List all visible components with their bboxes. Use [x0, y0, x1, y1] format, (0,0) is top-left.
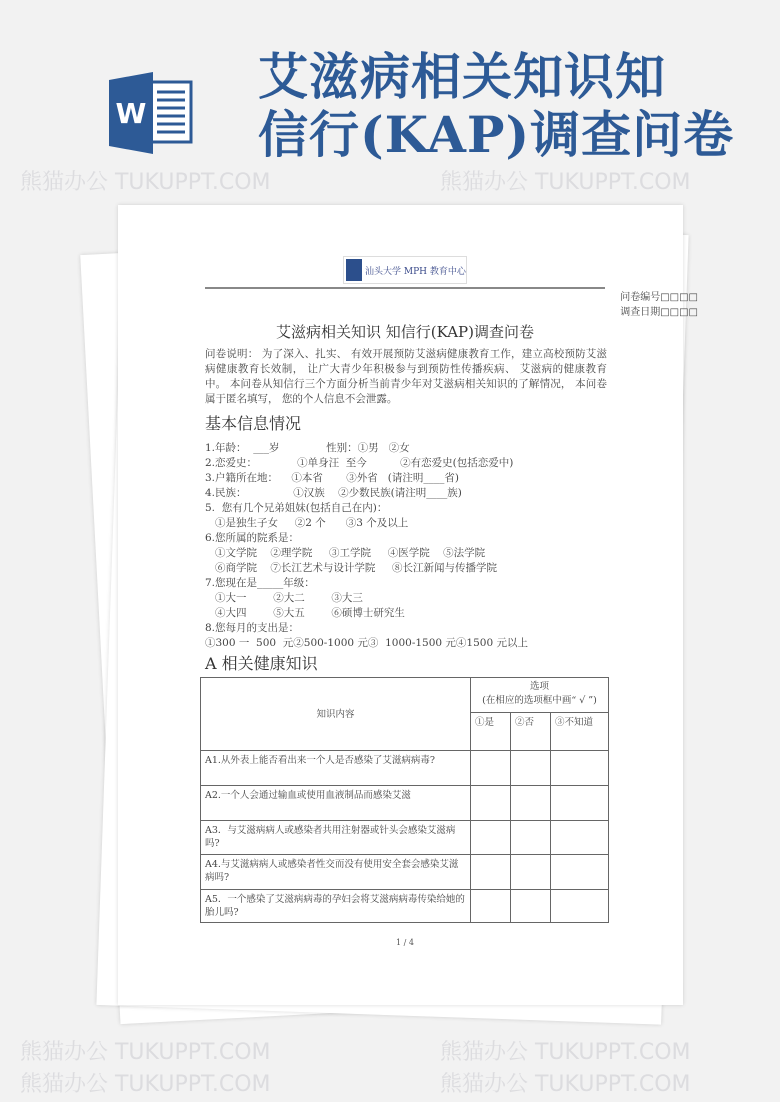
list-item: 4.民族： ①汉族 ②少数民族(请注明____族): [205, 487, 462, 499]
answer-cell[interactable]: [471, 786, 511, 821]
banner-title: [258, 48, 734, 164]
list-item: 5. 您有几个兄弟姐妹(包括自己在内)：: [205, 502, 388, 514]
watermark: 熊猫办公 TUKUPPT.COM: [20, 1040, 271, 1065]
answer-cell[interactable]: [551, 855, 609, 890]
header-content: 知识内容: [201, 678, 471, 751]
watermark: 熊猫办公 TUKUPPT.COM: [440, 1040, 691, 1065]
intro-paragraph: 问卷说明： 为了深入、扎实、 有效开展预防艾滋病健康教育工作，建立高校预防艾滋病健康教育长效制， 让广大青少年积极参与到预防性传播疾病、 艾滋病的健康教育中。 本问卷从知信行三个方面分析当前青少年对艾滋病相关知识的了解情况， 本问卷属于匿名填写， 您的个人信息不会泄露。: [205, 348, 607, 405]
table-row: [201, 751, 609, 786]
survey-date: 调查日期□□□□: [620, 307, 698, 318]
list-item: ①是独生子女 ②2 个 ③3 个及以上: [205, 517, 409, 529]
table-row: [201, 855, 609, 890]
word-icon: [107, 68, 195, 156]
list-item: 1.年龄： ___岁 性别：①男 ②女: [205, 442, 410, 454]
list-item: ①300 一 500 元②500-1000 元③ 1000-1500 元④1500 元以上: [205, 637, 528, 649]
header-options: [471, 678, 609, 713]
question-text: A1.从外表上能否看出来一个人是否感染了艾滋病病毒?: [201, 751, 471, 786]
list-item: ④大四 ⑤大五 ⑥硕博士研究生: [205, 607, 405, 619]
section-a-heading: A 相关健康知识: [205, 654, 318, 673]
answer-cell[interactable]: [471, 855, 511, 890]
banner-title-line1: 艾滋病相关知识知: [258, 47, 666, 106]
list-item: 6.您所属的院系是：: [205, 532, 300, 544]
list-item: 8.您每月的支出是：: [205, 622, 300, 634]
page-number: 1 / 4: [396, 938, 414, 947]
answer-cell[interactable]: [551, 821, 609, 855]
document-title: 艾滋病相关知识 知信行(KAP)调查问卷: [276, 323, 534, 341]
answer-cell[interactable]: [471, 890, 511, 923]
svg-text:W: W: [115, 97, 147, 130]
answer-cell[interactable]: [551, 751, 609, 786]
list-item: ①文学院 ②理学院 ③工学院 ④医学院 ⑤法学院: [205, 547, 486, 559]
banner-title-line2: 信行(KAP)调查问卷: [258, 105, 735, 164]
list-item: ①大一 ②大二 ③大三: [205, 592, 363, 604]
option-no: ②否: [511, 713, 551, 751]
table-row: [201, 786, 609, 821]
watermark: 熊猫办公 TUKUPPT.COM: [20, 1072, 271, 1097]
answer-cell[interactable]: [551, 890, 609, 923]
watermark: 熊猫办公 TUKUPPT.COM: [440, 1072, 691, 1097]
table-row: [201, 890, 609, 923]
options-note: (在相应的选项框中画“ √ ”): [482, 695, 597, 706]
option-unknown: ③不知道: [551, 713, 609, 751]
questionnaire-number: 问卷编号□□□□: [620, 292, 698, 303]
answer-cell[interactable]: [471, 821, 511, 855]
question-text: A4.与艾滋病病人或感染者性交而没有使用安全套会感染艾滋病吗?: [201, 855, 471, 890]
table-row: [201, 821, 609, 855]
list-item: ⑥商学院 ⑦长江艺术与设计学院 ⑧长江新闻与传播学院: [205, 562, 498, 574]
question-text: A2.一个人会通过输血或使用血液制品而感染艾滋: [201, 786, 471, 821]
university-logo: [343, 256, 467, 284]
logo-text: 汕头大学 MPH 教育中心: [365, 266, 466, 277]
watermark: 熊猫办公 TUKUPPT.COM: [440, 170, 691, 195]
answer-cell[interactable]: [511, 821, 551, 855]
option-yes: ①是: [471, 713, 511, 751]
answer-cell[interactable]: [511, 786, 551, 821]
list-item: 3.户籍所在地： ①本省 ③外省 (请注明____省): [205, 472, 459, 484]
question-text: A5．一个感染了艾滋病病毒的孕妇会将艾滋病病毒传染给她的胎儿吗?: [201, 890, 471, 923]
answer-cell[interactable]: [511, 890, 551, 923]
knowledge-table: [200, 677, 609, 923]
watermark: 熊猫办公 TUKUPPT.COM: [20, 170, 271, 195]
header-rule: [205, 287, 605, 289]
question-text: A3．与艾滋病病人或感染者共用注射器或针头会感染艾滋病吗?: [201, 821, 471, 855]
answer-cell[interactable]: [511, 751, 551, 786]
answer-cell[interactable]: [471, 751, 511, 786]
answer-cell[interactable]: [511, 855, 551, 890]
list-item: 7.您现在是_____年级：: [205, 577, 315, 589]
section-basic-heading: 基本信息情况: [205, 414, 302, 433]
basic-info-list: [205, 441, 528, 651]
list-item: 2.恋爱史： ①单身汪 至今 ②有恋爱史(包括恋爱中): [205, 457, 514, 469]
options-title: 选项: [529, 681, 549, 692]
answer-cell[interactable]: [551, 786, 609, 821]
